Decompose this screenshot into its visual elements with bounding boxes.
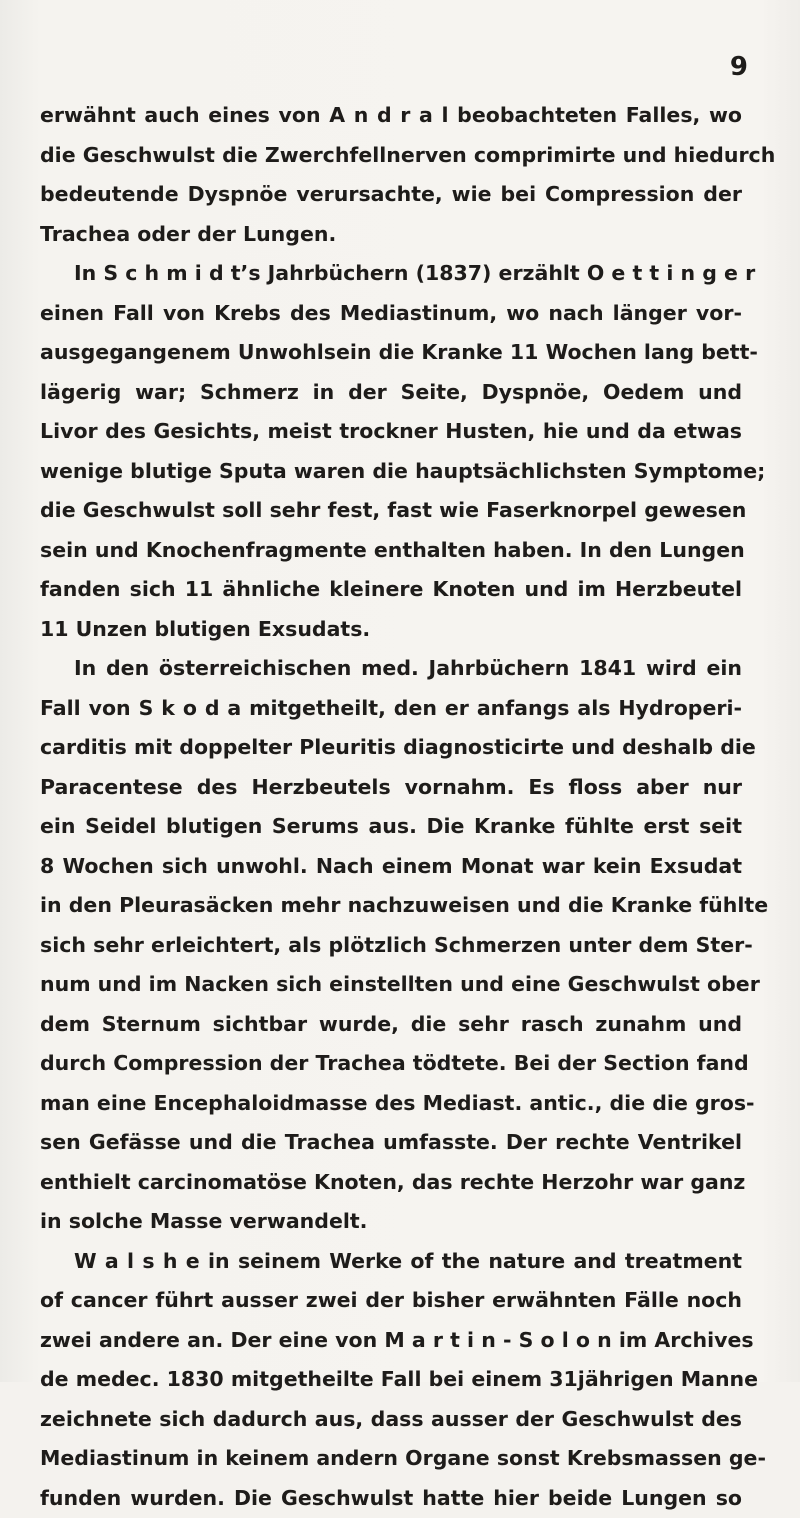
text-line: sein und Knochenfragmente enthalten haben. In den Lungen: [40, 531, 742, 571]
text-line: die Geschwulst die Zwerchfellnerven comprimirte und hiedurch: [40, 136, 742, 176]
text-line: In S c h m i d t’s Jahrbüchern (1837) erzählt O e t t i n g e r: [40, 254, 742, 294]
text-line: zeichnete sich dadurch aus, dass ausser der Geschwulst des: [40, 1400, 742, 1440]
text-line: in den Pleurasäcken mehr nachzuweisen und die Kranke fühlte: [40, 886, 742, 926]
text-line: de medec. 1830 mitgetheilte Fall bei einem 31jährigen Manne: [40, 1360, 742, 1400]
text-line: Trachea oder der Lungen.: [40, 215, 742, 255]
text-line: 8 Wochen sich unwohl. Nach einem Monat war kein Exsudat: [40, 847, 742, 887]
text-line: man eine Encephaloidmasse des Mediast. antic., die die gros-: [40, 1084, 742, 1124]
text-line: bedeutende Dyspnöe verursachte, wie bei Compression der: [40, 175, 742, 215]
text-line: 11 Unzen blutigen Exsudats.: [40, 610, 742, 650]
text-line: Paracentese des Herzbeutels vornahm. Es floss aber nur: [40, 768, 742, 808]
text-line: enthielt carcinomatöse Knoten, das rechte Herzohr war ganz: [40, 1163, 742, 1203]
text-line: num und im Nacken sich einstellten und eine Geschwulst ober: [40, 965, 742, 1005]
text-line: sich sehr erleichtert, als plötzlich Schmerzen unter dem Ster-: [40, 926, 742, 966]
text-line: Mediastinum in keinem andern Organe sonst Krebsmassen ge-: [40, 1439, 742, 1479]
text-line: ein Seidel blutigen Serums aus. Die Kranke fühlte erst seit: [40, 807, 742, 847]
text-line: funden wurden. Die Geschwulst hatte hier beide Lungen so: [40, 1479, 742, 1518]
text-line: in solche Masse verwandelt.: [40, 1202, 742, 1242]
text-line: ausgegangenem Unwohlsein die Kranke 11 Wochen lang bett-: [40, 333, 742, 373]
text-line: einen Fall von Krebs des Mediastinum, wo nach länger vor-: [40, 294, 742, 334]
text-line: die Geschwulst soll sehr fest, fast wie Faserknorpel gewesen: [40, 491, 742, 531]
text-line: Livor des Gesichts, meist trockner Husten, hie und da etwas: [40, 412, 742, 452]
text-line: zwei andere an. Der eine von M a r t i n - S o l o n im Archives: [40, 1321, 742, 1361]
text-line: lägerig war; Schmerz in der Seite, Dyspnöe, Oedem und: [40, 373, 742, 413]
page-number: 9: [730, 52, 748, 82]
body-text: [40, 96, 742, 1518]
text-line: sen Gefässe und die Trachea umfasste. Der rechte Ventrikel: [40, 1123, 742, 1163]
text-line: wenige blutige Sputa waren die hauptsächlichsten Symptome;: [40, 452, 742, 492]
text-line: dem Sternum sichtbar wurde, die sehr rasch zunahm und: [40, 1005, 742, 1045]
text-line: carditis mit doppelter Pleuritis diagnosticirte und deshalb die: [40, 728, 742, 768]
text-line: of cancer führt ausser zwei der bisher erwähnten Fälle noch: [40, 1281, 742, 1321]
text-line: erwähnt auch eines von A n d r a l beobachteten Falles, wo: [40, 96, 742, 136]
text-line: durch Compression der Trachea tödtete. Bei der Section fand: [40, 1044, 742, 1084]
text-line: fanden sich 11 ähnliche kleinere Knoten und im Herzbeutel: [40, 570, 742, 610]
text-line: In den österreichischen med. Jahrbüchern 1841 wird ein: [40, 649, 742, 689]
text-line: W a l s h e in seinem Werke of the nature and treatment: [40, 1242, 742, 1282]
text-line: Fall von S k o d a mitgetheilt, den er anfangs als Hydroperi-: [40, 689, 742, 729]
